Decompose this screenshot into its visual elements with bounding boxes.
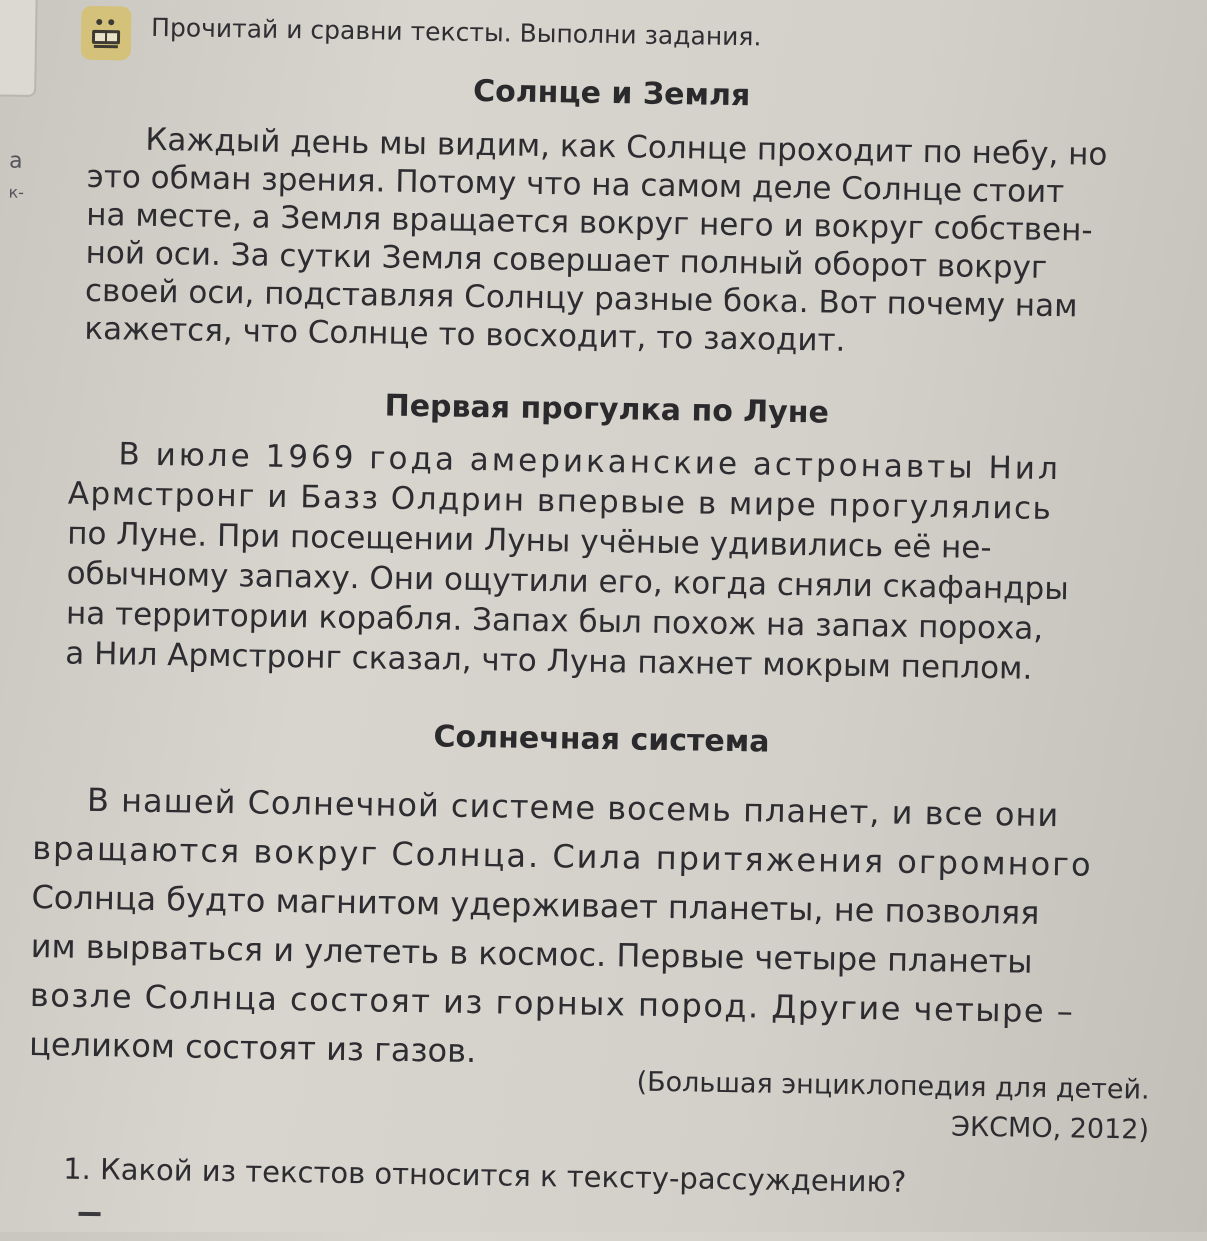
text-body-solar-system — [29, 775, 1143, 1086]
text-line: им вырваться и улететь в космос. Первые четыре планеты — [30, 927, 1033, 981]
text-body-sun-earth — [84, 120, 1117, 364]
text-line: обычному запаху. Они ощутили его, когда сняли скафандры — [66, 555, 1069, 608]
reading-book-icon — [81, 6, 132, 61]
task-instruction: Прочитай и сравни тексты. Выполни задания. — [150, 12, 762, 52]
text-title-solar-system: Солнечная система — [433, 719, 770, 760]
text-line: а Нил Армстронг сказал, что Луна пахнет мокрым пеплом. — [65, 635, 1033, 687]
text-line: возле Солнца состоят из горных пород. Другие четыре – — [29, 976, 1075, 1031]
text-line: В июле 1969 года американские астронавты Нил — [118, 436, 1062, 488]
text-line: ной оси. За сутки Земля совершает полный оборот вокруг — [85, 234, 1048, 286]
source-citation — [636, 1063, 1150, 1151]
text-line: это обман зрения. Потому что на самом деле Солнце стоит — [86, 158, 1065, 211]
margin-letter: а — [8, 148, 23, 174]
text-line: Солнца будто магнитом удерживает планеты, не позволяя — [31, 878, 1040, 932]
source-line: (Большая энциклопедия для детей. — [636, 1066, 1150, 1106]
text-line: Армстронг и Базз Олдрин впервые в мире прогулялись — [67, 475, 1053, 528]
text-line: кажется, что Солнце то восходит, то заходит. — [84, 310, 846, 359]
text-body-moon-walk — [65, 434, 1129, 691]
text-line: на территории корабля. Запах был похож на запах пороха, — [65, 595, 1044, 647]
text-line: Каждый день мы видим, как Солнце проходит по небу, но — [145, 121, 1108, 173]
text-title-moon-walk: Первая прогулка по Луне — [384, 388, 830, 431]
text-line: вращаются вокруг Солнца. Сила притяжения огромного — [31, 829, 1093, 884]
source-line: ЭКСМО, 2012) — [950, 1111, 1150, 1146]
question-1: 1. Какой из текстов относится к тексту-рассуждению? — [62, 1151, 907, 1199]
text-line: целиком состоят из газов. — [28, 1025, 477, 1071]
cut-off-text — [79, 1212, 101, 1216]
text-line: В нашей Солнечной системе восемь планет, и все они — [86, 780, 1060, 835]
text-line: на месте, а Земля вращается вокруг него и вокруг собствен- — [85, 196, 1093, 249]
text-title-sun-earth: Солнце и Земля — [472, 73, 751, 114]
margin-letter: к- — [8, 182, 25, 202]
text-line: своей оси, подставляя Солнцу разные бока. Вот почему нам — [84, 272, 1078, 325]
text-line: по Луне. При посещении Луны учёные удивились её не- — [66, 515, 992, 567]
